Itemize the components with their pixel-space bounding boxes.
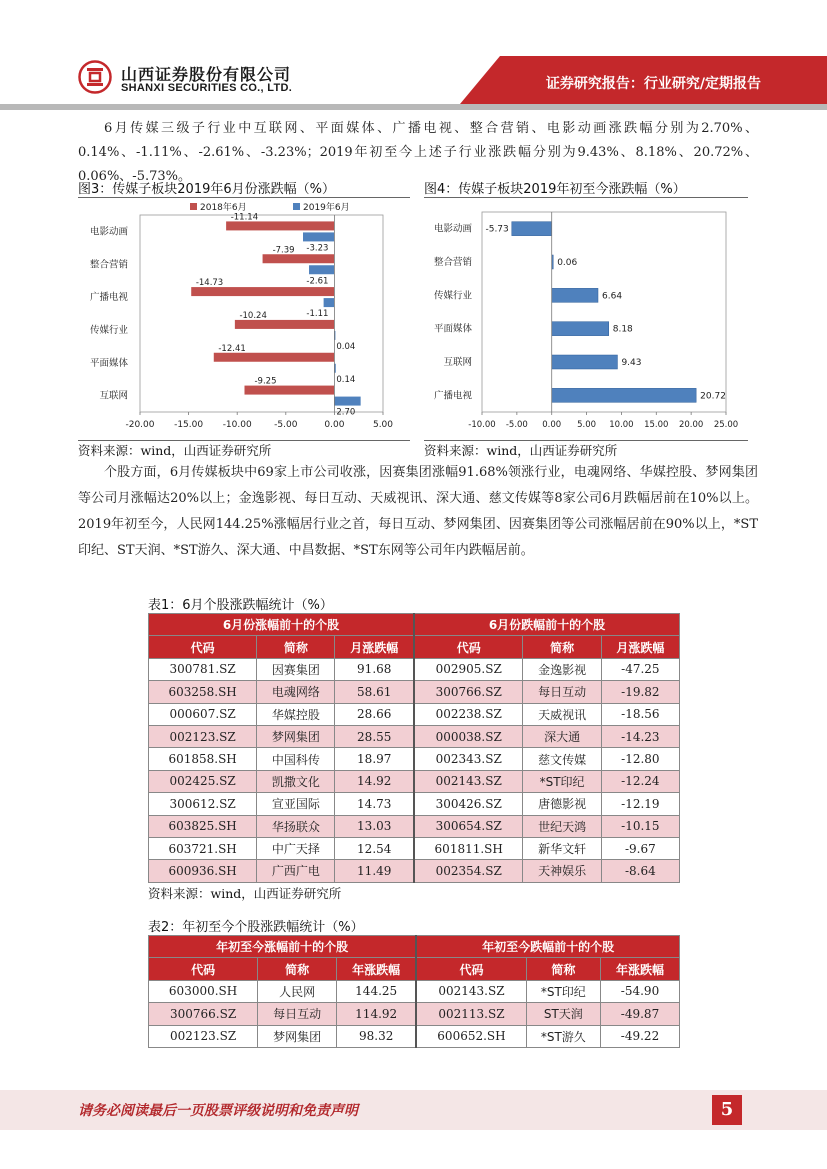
table1-cell: 300612.SZ: [149, 793, 257, 815]
table1-cell: 深大通: [523, 725, 601, 747]
table1-cell: 002905.SZ: [414, 658, 523, 680]
table2-cell: -54.90: [601, 980, 680, 1002]
category-label: 互联网: [443, 357, 472, 368]
bar: [214, 353, 335, 362]
data-label: -14.73: [195, 278, 224, 289]
bar: [191, 287, 334, 296]
data-label: 2.70: [336, 407, 356, 418]
table1-cell: 凯撒文化: [257, 770, 335, 792]
x-tick-label: 0.00: [324, 420, 345, 430]
table2-cell: 144.25: [337, 980, 417, 1002]
x-tick-label: -10.00: [222, 420, 252, 430]
table2-header-2: 年涨跌幅: [337, 958, 417, 980]
table2: [148, 935, 680, 1048]
figure3-source: 资料来源：wind，山西证券研究所: [78, 443, 272, 458]
legend-label: 2019年6月: [303, 203, 350, 213]
table1-cell: 300766.SZ: [414, 681, 523, 703]
table1-cell: 天威视讯: [523, 703, 601, 725]
bar: [235, 320, 335, 329]
legend-label: 2018年6月: [200, 203, 247, 213]
table1-row: [149, 815, 680, 837]
table1-cell: -8.64: [601, 860, 679, 882]
table1-cell: 12.54: [335, 837, 414, 859]
table1-cell: 002425.SZ: [149, 770, 257, 792]
table1-cell: -12.19: [601, 793, 679, 815]
data-label: -7.39: [272, 245, 295, 256]
table1-row: [149, 748, 680, 770]
category-label: 传媒行业: [89, 324, 128, 336]
footer-disclaimer: 请务必阅读最后一页股票评级说明和免责声明: [78, 1103, 358, 1119]
table1-cell: 中广天择: [257, 837, 335, 859]
table1-row: [149, 681, 680, 703]
table2-title: 表2：年初至今个股涨跌幅统计（%）: [148, 920, 364, 935]
page-number: 5: [712, 1095, 742, 1125]
x-tick-label: 5.00: [577, 420, 597, 430]
data-label: 0.04: [336, 341, 356, 352]
table1-cell: -10.15: [601, 815, 679, 837]
table2-cell: 600652.SH: [416, 1025, 526, 1047]
table1-cell: 华扬联众: [257, 815, 335, 837]
table1-cell: 天神娱乐: [523, 860, 601, 882]
data-label: -2.61: [306, 276, 329, 287]
data-label: -3.23: [306, 243, 329, 254]
legend-swatch: [293, 203, 300, 210]
bar: [552, 288, 598, 302]
bar: [244, 386, 334, 395]
table1-cell: 14.73: [335, 793, 414, 815]
table1-cell: *ST印纪: [523, 770, 601, 792]
data-label: 0.06: [557, 258, 578, 268]
table1-header-5: 月涨跌幅: [601, 636, 679, 658]
table1-cell: 世纪天鸿: [523, 815, 601, 837]
data-label: -11.14: [230, 212, 259, 223]
category-label: 平面媒体: [89, 357, 128, 369]
table1: [148, 613, 680, 883]
data-label: -1.11: [306, 309, 329, 320]
bar: [303, 232, 334, 241]
bar: [552, 322, 609, 336]
table1-cell: 13.03: [335, 815, 414, 837]
table2-cell: 002143.SZ: [416, 980, 526, 1002]
x-tick-label: 5.00: [372, 420, 394, 430]
x-tick-label: -10.00: [468, 420, 496, 430]
table1-cell: 58.61: [335, 681, 414, 703]
category-label: 整合营销: [89, 259, 128, 271]
table2-group-right: 年初至今跌幅前十的个股: [416, 936, 679, 958]
table1-cell: -18.56: [601, 703, 679, 725]
bar: [226, 221, 334, 230]
company-name-cn: 山西证券股份有限公司: [121, 65, 292, 84]
table1-cell: -9.67: [601, 837, 679, 859]
x-tick-label: -5.00: [274, 420, 298, 430]
table1-cell: -47.25: [601, 658, 679, 680]
table1-cell: 002143.SZ: [414, 770, 523, 792]
data-label: 20.72: [700, 391, 726, 402]
x-tick-label: -15.00: [174, 420, 204, 430]
table1-row: [149, 770, 680, 792]
table2-cell: *ST印纪: [526, 980, 600, 1002]
table1-cell: 因赛集团: [257, 658, 335, 680]
table1-row: [149, 725, 680, 747]
table1-cell: 华媒控股: [257, 703, 335, 725]
table2-cell: *ST游久: [526, 1025, 600, 1047]
table1-row: [149, 793, 680, 815]
table1-cell: 603825.SH: [149, 815, 257, 837]
table1-cell: 91.68: [335, 658, 414, 680]
table1-cell: 603721.SH: [149, 837, 257, 859]
table2-cell: -49.87: [601, 1003, 680, 1025]
data-label: 6.64: [602, 291, 623, 302]
table1-title: 表1：6月个股涨跌幅统计（%）: [148, 598, 333, 613]
table2-row: [149, 1025, 680, 1047]
table1-cell: 300781.SZ: [149, 658, 257, 680]
table1-group-left: 6月份涨幅前十的个股: [149, 614, 414, 636]
figure4-source: 资料来源：wind，山西证券研究所: [424, 443, 618, 458]
bar: [552, 355, 618, 369]
table1-cell: 金逸影视: [523, 658, 601, 680]
table1-cell: 300426.SZ: [414, 793, 523, 815]
table1-cell: 唐德影视: [523, 793, 601, 815]
company-name-en: SHANXI SECURITIES CO., LTD.: [121, 82, 293, 94]
category-label: 电影动画: [433, 223, 472, 235]
table1-cell: 梦网集团: [257, 725, 335, 747]
table2-header-3: 代码: [416, 958, 526, 980]
table2-cell: 114.92: [337, 1003, 417, 1025]
table2-cell: 人民网: [258, 980, 337, 1002]
table2-header-5: 年涨跌幅: [601, 958, 680, 980]
table1-cell: -19.82: [601, 681, 679, 703]
table2-cell: 梦网集团: [258, 1025, 337, 1047]
bar: [512, 222, 552, 236]
table1-row: [149, 658, 680, 680]
figure3-chart: [78, 198, 410, 440]
table2-row: [149, 980, 680, 1002]
table1-cell: 000607.SZ: [149, 703, 257, 725]
table1-cell: 宣亚国际: [257, 793, 335, 815]
table1-cell: 14.92: [335, 770, 414, 792]
table2-cell: 603000.SH: [149, 980, 258, 1002]
table1-cell: 601858.SH: [149, 748, 257, 770]
data-label: -10.24: [239, 310, 267, 321]
table2-group-left: 年初至今涨幅前十的个股: [149, 936, 417, 958]
table1-cell: 28.66: [335, 703, 414, 725]
table1-cell: 300654.SZ: [414, 815, 523, 837]
table1-cell: 600936.SH: [149, 860, 257, 882]
plot-area: [482, 212, 726, 412]
x-tick-label: 10.00: [609, 420, 634, 430]
table1-cell: 000038.SZ: [414, 725, 523, 747]
table1-cell: 11.49: [335, 860, 414, 882]
table1-cell: 慈文传媒: [523, 748, 601, 770]
table2-row: [149, 1003, 680, 1025]
table1-cell: 18.97: [335, 748, 414, 770]
table2-cell: ST天润: [526, 1003, 600, 1025]
table1-header-2: 月涨跌幅: [335, 636, 414, 658]
table1-cell: 603258.SH: [149, 681, 257, 703]
data-label: -9.25: [254, 376, 277, 387]
table1-cell: 002354.SZ: [414, 860, 523, 882]
data-label: 0.14: [336, 374, 356, 385]
table1-cell: 电魂网络: [257, 681, 335, 703]
table1-header-3: 代码: [414, 636, 523, 658]
table1-cell: -14.23: [601, 725, 679, 747]
shanxi-securities-logo-icon: [78, 60, 112, 94]
table1-source: 资料来源：wind，山西证券研究所: [148, 886, 342, 901]
figure3-title: 图3：传媒子板块2019年6月份涨跌幅（%）: [78, 182, 335, 197]
table1-cell: 每日互动: [523, 681, 601, 703]
table2-cell: 002113.SZ: [416, 1003, 526, 1025]
x-tick-label: -5.00: [505, 420, 528, 430]
legend-swatch: [190, 203, 197, 210]
x-tick-label: 0.00: [542, 420, 562, 430]
x-tick-label: 25.00: [713, 420, 739, 430]
table1-header-1: 简称: [257, 636, 335, 658]
bar: [334, 397, 360, 406]
figure4-chart: [424, 198, 748, 440]
table1-cell: 28.55: [335, 725, 414, 747]
table1-cell: 新华文轩: [523, 837, 601, 859]
category-label: 平面媒体: [433, 323, 472, 335]
table1-cell: 002123.SZ: [149, 725, 257, 747]
x-tick-label: 20.00: [678, 420, 704, 430]
data-label: 9.43: [621, 358, 642, 368]
page-header: [0, 0, 827, 110]
data-label: -5.73: [485, 224, 509, 235]
table2-header-4: 简称: [526, 958, 600, 980]
table1-cell: 中国科传: [257, 748, 335, 770]
bar: [324, 298, 335, 307]
category-label: 传媒行业: [433, 290, 472, 302]
data-label: 8.18: [612, 324, 633, 335]
intro-paragraph: 6月传媒三级子行业中互联网、平面媒体、广播电视、整合营销、电影动画涨跌幅分别为2.70%、0.14%、-1.11%、-2.61%、-3.23%；2019年初至今上述子行业涨跌幅分别为9.43%、8.18%、20.72%、0.06%、-5.73%。: [78, 121, 758, 184]
x-tick-label: -20.00: [125, 420, 155, 430]
table1-cell: 601811.SH: [414, 837, 523, 859]
table2-header-0: 代码: [149, 958, 258, 980]
table2-cell: 300766.SZ: [149, 1003, 258, 1025]
x-tick-label: 15.00: [644, 420, 669, 430]
table2-cell: 每日互动: [258, 1003, 337, 1025]
bar: [552, 388, 696, 402]
table2-cell: 002123.SZ: [149, 1025, 258, 1047]
table1-cell: 002238.SZ: [414, 703, 523, 725]
table2-cell: 98.32: [337, 1025, 417, 1047]
table1-cell: -12.80: [601, 748, 679, 770]
table1-cell: 广西广电: [257, 860, 335, 882]
table1-row: [149, 837, 680, 859]
category-label: 广播电视: [433, 390, 472, 402]
figure4-title: 图4：传媒子板块2019年初至今涨跌幅（%）: [424, 182, 686, 197]
table2-cell: -49.22: [601, 1025, 680, 1047]
table2-header-1: 简称: [258, 958, 337, 980]
table1-row: [149, 703, 680, 725]
category-label: 整合营销: [433, 257, 472, 268]
bar: [309, 265, 334, 274]
category-label: 电影动画: [89, 226, 128, 238]
table1-cell: -12.24: [601, 770, 679, 792]
table1-header-0: 代码: [149, 636, 257, 658]
category-label: 互联网: [99, 390, 128, 402]
header-gray-rule: [0, 104, 827, 110]
table1-row: [149, 860, 680, 882]
report-type: 证券研究报告：行业研究/定期报告: [545, 76, 761, 92]
stocks-paragraph: 个股方面，6月传媒板块中69家上市公司收涨，因赛集团涨幅91.68%领涨行业，电魂网络、华媒控股、梦网集团等公司月涨幅达20%以上；金逸影视、每日互动、天威视讯、深大通、慈文传媒等8家公司6月跌幅居前在10%以上。2019年初至今，人民网144.25%涨幅居行业之首，每日互动、梦网集团、因赛集团等公司涨幅居前在90%以上，*ST印纪、ST天润、*ST游久、深大通、中昌数据、*ST东网等公司年内跌幅居前。: [78, 465, 758, 558]
data-label: -12.41: [218, 343, 246, 354]
category-label: 广播电视: [89, 292, 128, 304]
table1-cell: 002343.SZ: [414, 748, 523, 770]
table1-group-right: 6月份跌幅前十的个股: [414, 614, 680, 636]
bar: [263, 254, 335, 263]
table1-header-4: 简称: [523, 636, 601, 658]
